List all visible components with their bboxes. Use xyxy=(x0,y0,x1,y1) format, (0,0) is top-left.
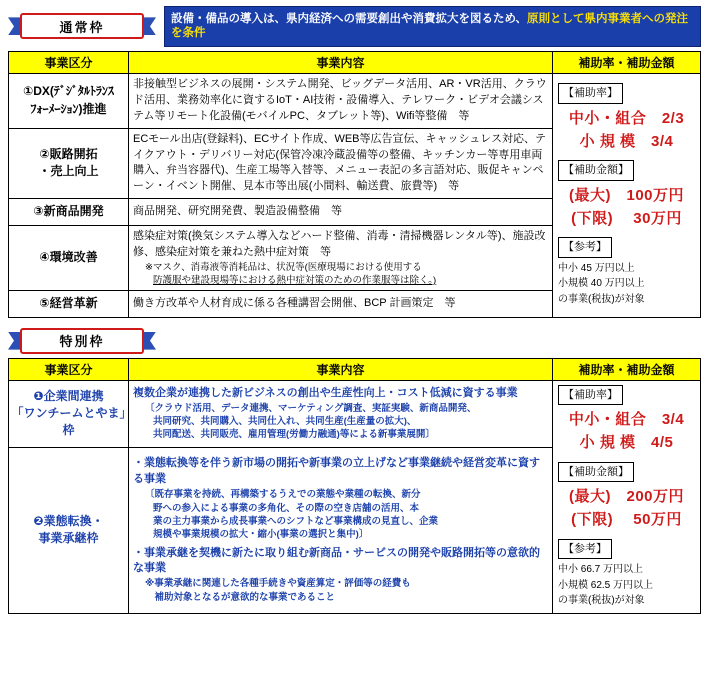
cell-category: ①DX(ﾃﾞｼﾞﾀﾙﾄﾗﾝｽ ﾌｫｰﾒｰｼｮﾝ)推進 xyxy=(9,73,129,128)
table-normal-frame xyxy=(8,51,701,318)
cell-content-note-4: 規模や事業規模の拡大・縮小(事業の選択と集中)〕 xyxy=(153,529,369,541)
notice-text-pre: 設備・備品の導入は、県内経済への需要創出や消費拡大を図るため、 xyxy=(171,13,528,25)
table-header-row xyxy=(9,358,701,380)
amount-ref-label: 【参考】 xyxy=(558,237,612,258)
cell-category-line-1: ❷業態転換・ xyxy=(33,513,104,528)
cell-category xyxy=(9,447,129,613)
cell-category xyxy=(9,380,129,447)
cell-content-note-5: ※事業承継に関連した各種手続きや資産算定・評価等の経費も xyxy=(145,578,411,590)
cell-content-note-1: 〔既存事業を持続、再構築するうえでの業態や業種の転換、新分 xyxy=(145,489,421,501)
amount-ref-line-1: 中小 45 万円以上 xyxy=(558,262,635,274)
notice-banner xyxy=(164,6,701,47)
header-category: 事業区分 xyxy=(9,358,129,380)
section-spacer xyxy=(8,318,701,328)
amount-sum-label: 【補助金額】 xyxy=(558,462,634,483)
amount-sum-label: 【補助金額】 xyxy=(558,160,634,181)
header-category: 事業区分 xyxy=(9,51,129,73)
cell-content-note-2: 野への参入による事業の多角化、その際の空き店舗の活用、本 xyxy=(153,502,420,514)
header-amount: 補助率・補助金額 xyxy=(553,51,701,73)
amount-spacer-2 xyxy=(558,230,695,237)
table-special-frame xyxy=(8,358,701,614)
cell-category: ④環境改善 xyxy=(9,225,129,290)
cell-content xyxy=(129,447,553,613)
cell-amount-special xyxy=(553,380,701,613)
amount-rate-label: 【補助率】 xyxy=(558,385,623,406)
amount-ref-line-2: 小規模 40 万円以上 xyxy=(558,278,645,290)
cell-content-main: 複数企業が連携した新ビジネスの創出や生産性向上・コスト低減に資する事業 xyxy=(133,386,518,399)
header-content: 事業内容 xyxy=(129,358,553,380)
notice-text-highlight: 原則として県内事業者への発注を条件 xyxy=(171,13,689,40)
cell-content-note-3: 業の主力事業から成長事業へのシフトなど事業構成の見直し、企業 xyxy=(153,515,439,527)
amount-spacer xyxy=(558,455,695,462)
cell-content xyxy=(129,380,553,447)
cell-content-note-2: 共同研究、共同購入、共同仕入れ、共同生産(生産量の拡大)、 xyxy=(153,416,417,428)
ribbon-banner-normal xyxy=(8,13,156,39)
cell-content: 非接触型ビジネスの展開・システム開発、ビッグデータ活用、AR・VR活用、クラウド活用、業務効率化に資するIoT・AI技術・設備導入、テレワーク・ビデオ会議システム等リモート化設備(モバイルPC、タブレット等)、Wifi等整備 等 xyxy=(129,73,553,128)
amount-rate-line-2: 小 規 模 3/4 xyxy=(579,132,674,150)
table-row xyxy=(9,380,701,447)
cell-content-main: 感染症対策(換気システム導入などハード整備、消毒・清掃機器レンタル等)、施設改修、感染症対策を兼ねた熱中症対策 等 xyxy=(133,229,546,258)
amount-ref-line-3: の事業(税抜)が対象 xyxy=(558,595,645,607)
header-amount: 補助率・補助金額 xyxy=(553,358,701,380)
cell-content: ECモール出店(登録料)、ECサイト作成、WEB等広告宣伝、キャッシュレス対応、テイクアウト・デリバリー対応(保管冷凍冷蔵設備等の整備、キッチンカー等専用車両購入、弁当容器代)、生産工場等入替等、メニュー表記の多言語対応、販促キャンペーン・イベント開催、見本市等出展(小間料、輸送費、旅費等) 等 xyxy=(129,128,553,199)
amount-rate-line-1: 中小・組合 2/3 xyxy=(568,109,685,127)
amount-sum-line-1: (最大) 200万円 xyxy=(568,488,685,506)
cell-content-note-6: 補助対象となるが意欲的な事業であること xyxy=(145,591,336,603)
cell-category: ⑤経営革新 xyxy=(9,291,129,317)
section-header-normal xyxy=(8,6,701,47)
amount-ref-line-2: 小規模 62.5 万円以上 xyxy=(558,579,654,591)
section-header-special xyxy=(8,328,701,354)
header-content: 事業内容 xyxy=(129,51,553,73)
amount-spacer-2 xyxy=(558,532,695,539)
cell-content-note-1: 〔クラウド活用、データ連携、マーケティング調査、実証実験、新商品開発、 xyxy=(145,402,477,414)
ribbon-label-special: 特別枠 xyxy=(20,328,144,354)
amount-ref-line-3: の事業(税抜)が対象 xyxy=(558,293,645,305)
cell-category: ②販路開拓 ・売上向上 xyxy=(9,128,129,199)
amount-sum-line-1: (最大) 100万円 xyxy=(568,186,685,204)
amount-rate-line-2: 小 規 模 4/5 xyxy=(579,434,674,452)
table-header-row xyxy=(9,51,701,73)
cell-category-line-2: 「ワンチームとやま」枠 xyxy=(11,406,126,438)
cell-category: ③新商品開発 xyxy=(9,199,129,225)
ribbon-label-normal: 通常枠 xyxy=(20,13,144,39)
cell-category-line-2: 事業承継枠 xyxy=(38,531,99,546)
amount-rate-label: 【補助率】 xyxy=(558,83,623,104)
table-row xyxy=(9,73,701,128)
cell-content-main-2: ・事業承継を契機に新たに取り組む新商品・サービスの開発や販路開拓等の意欲的な事業 xyxy=(133,546,540,575)
cell-amount-normal xyxy=(553,73,701,317)
amount-sum-line-2: (下限) 30万円 xyxy=(571,209,682,227)
amount-ref-label: 【参考】 xyxy=(558,539,612,560)
cell-content: 商品開発、研究開発費、製造設備整備 等 xyxy=(129,199,553,225)
amount-rate-line-1: 中小・組合 3/4 xyxy=(568,411,685,429)
cell-content-note-2: 防護服や建設現場等における熱中症対策のための作業服等は除く。) xyxy=(153,274,437,286)
amount-spacer xyxy=(558,153,695,160)
cell-content-note-1: ※マスク、消毒液等消耗品は、状況等(医療現場における使用する xyxy=(145,261,422,273)
cell-content-main: ・業態転換等を伴う新市場の開拓や新事業の立上げなど事業継続や経営変革に資する事業 xyxy=(133,457,540,486)
cell-category-line-1: ❶企業間連携 xyxy=(33,388,104,403)
ribbon-banner-special xyxy=(8,328,156,354)
cell-content: 働き方改革や人材育成に係る各種講習会開催、BCP 計画策定 等 xyxy=(129,291,553,317)
cell-content xyxy=(129,225,553,290)
amount-sum-line-2: (下限) 50万円 xyxy=(571,511,682,529)
cell-content-note-3: 共同配送、共同販売、雇用管理(労働力融通)等による新事業展開〕 xyxy=(153,429,435,441)
amount-ref-line-1: 中小 66.7 万円以上 xyxy=(558,564,644,576)
